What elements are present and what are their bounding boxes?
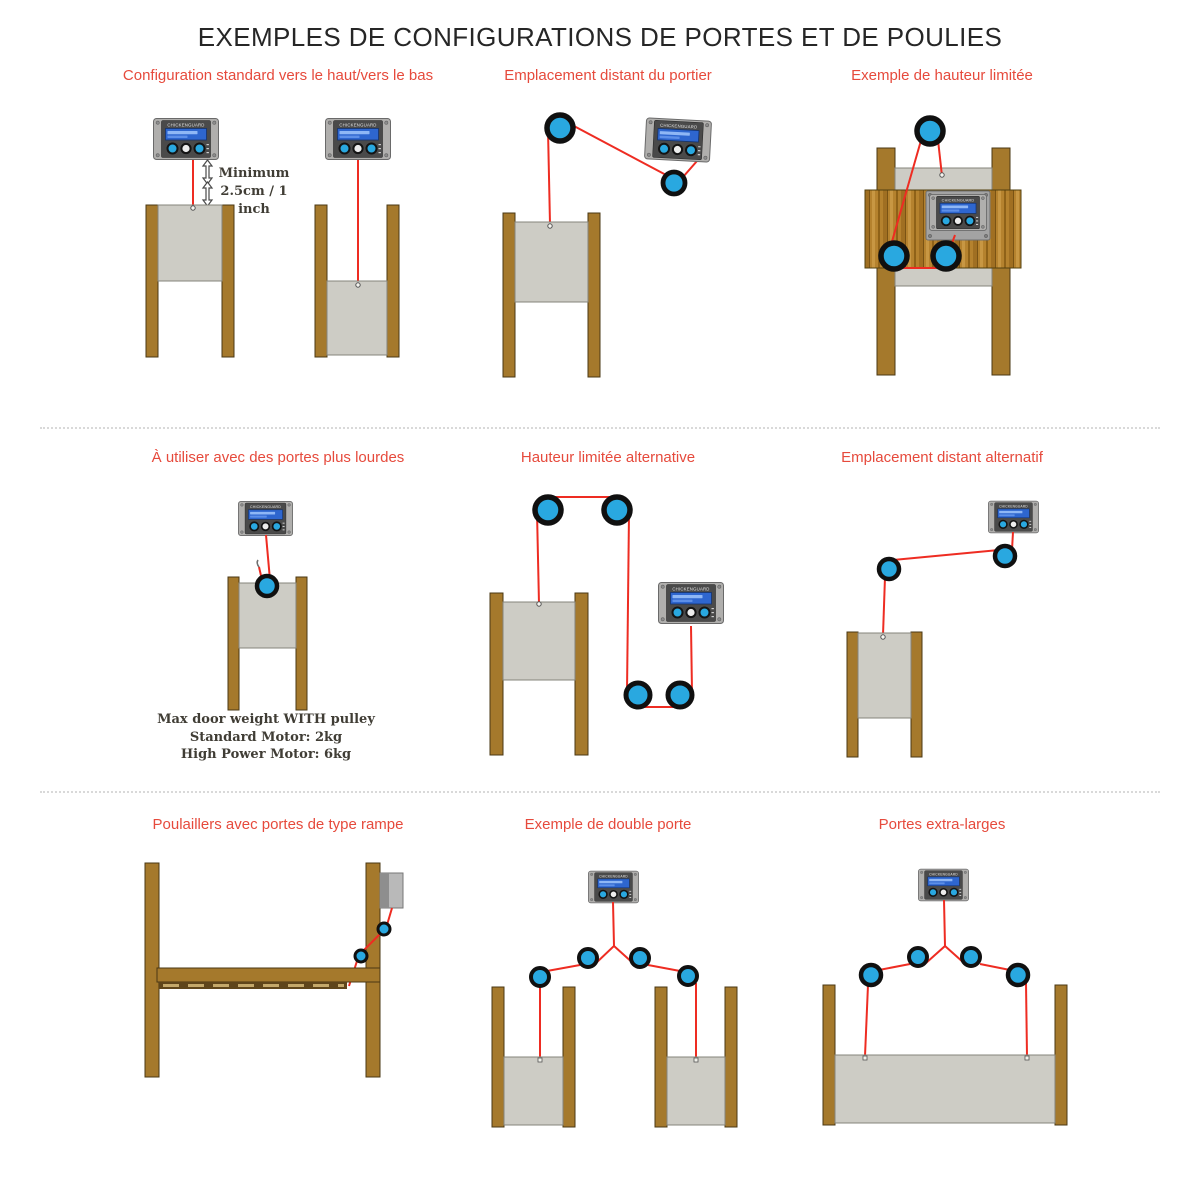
chickenguard-unit xyxy=(644,118,711,162)
cord xyxy=(691,626,692,692)
cord-anchor xyxy=(1025,1056,1029,1060)
max-weight-note xyxy=(150,711,382,764)
cord-anchor xyxy=(191,206,195,210)
diagram-double-door xyxy=(492,871,737,1127)
cord-anchor xyxy=(356,283,360,287)
cord xyxy=(627,513,629,692)
door-panel xyxy=(858,633,911,718)
door-panel xyxy=(504,1057,563,1125)
chickenguard-unit xyxy=(154,119,219,160)
diagram-remote-alt xyxy=(847,501,1039,757)
cord xyxy=(683,161,697,177)
wood-post xyxy=(296,577,307,710)
pulley xyxy=(579,949,597,967)
wood-post xyxy=(725,987,737,1127)
diagram-extra-wide xyxy=(823,869,1067,1125)
section-header-limited-height-alt: Hauteur limitée alternative xyxy=(520,449,696,466)
wood-post xyxy=(911,632,922,757)
section-header-ramp-doors: Poulaillers avec portes de type rampe xyxy=(152,816,404,833)
diagram-limited-height-alt xyxy=(490,497,724,755)
cord xyxy=(537,512,539,604)
wood-post xyxy=(228,577,239,710)
pulley xyxy=(995,546,1015,566)
wood-post xyxy=(655,987,667,1127)
door-panel xyxy=(503,602,575,680)
chickenguard-unit xyxy=(659,583,724,624)
screw-icon xyxy=(928,234,931,237)
section-header-double-door: Exemple de double porte xyxy=(524,816,692,833)
pulley xyxy=(604,497,630,523)
chickenguard-unit xyxy=(929,194,986,230)
wood-post xyxy=(146,205,158,357)
max-weight-line2: Standard Motor: 2kg xyxy=(189,729,343,745)
section-header-remote-alt: Emplacement distant alternatif xyxy=(841,449,1043,466)
pulley xyxy=(1008,965,1028,985)
diagram-standard-up-down xyxy=(146,119,399,358)
door-panel xyxy=(515,222,588,302)
diagram-limited-height xyxy=(865,118,1021,375)
cord-anchor xyxy=(537,602,541,606)
chickenguard-unit xyxy=(326,119,391,160)
screw-icon xyxy=(984,234,987,237)
pulley xyxy=(679,967,697,985)
section-header-remote-placement: Emplacement distant du portier xyxy=(504,67,712,84)
wood-post xyxy=(490,593,503,755)
cord xyxy=(548,130,550,224)
chickenguard-unit xyxy=(588,871,638,903)
pulley xyxy=(909,948,927,966)
cord xyxy=(926,900,945,963)
section-header-heavier-doors: À utiliser avec des portes plus lourdes xyxy=(151,449,405,466)
cord xyxy=(883,577,885,635)
pulley xyxy=(881,243,907,269)
pulley xyxy=(535,497,561,523)
pulley xyxy=(531,968,549,986)
cord xyxy=(893,550,999,560)
cord-anchor xyxy=(548,224,552,228)
ramp-plank xyxy=(157,968,380,982)
section-header-limited-height: Exemple de hauteur limitée xyxy=(851,67,1033,84)
door-panel xyxy=(667,1057,725,1125)
wood-post xyxy=(847,632,858,757)
minimum-gap-line1: Minimum xyxy=(218,166,290,181)
page-title: EXEMPLES DE CONFIGURATIONS DE PORTES ET DE POULIES xyxy=(197,22,1003,52)
door-panel xyxy=(327,281,387,355)
cord xyxy=(865,985,868,1056)
pulley xyxy=(879,559,899,579)
pulley xyxy=(668,683,692,707)
pulley xyxy=(547,115,573,141)
cord xyxy=(1026,983,1027,1056)
cord xyxy=(547,965,580,971)
wood-post xyxy=(222,205,234,357)
pulley xyxy=(663,172,685,194)
door-panel-wide xyxy=(835,1055,1055,1123)
cord xyxy=(266,535,270,580)
pulley xyxy=(917,118,943,144)
pulley xyxy=(355,950,367,962)
cord xyxy=(648,965,680,971)
pulley xyxy=(378,923,390,935)
section-header-standard-up-down: Configuration standard vers le haut/vers le bas xyxy=(122,67,434,84)
wood-post xyxy=(387,205,399,357)
cord-anchor xyxy=(538,1058,542,1062)
diagram-canvas: CHICKENGUARD xyxy=(0,0,1200,1200)
pulley xyxy=(962,948,980,966)
cord-anchor xyxy=(694,1058,698,1062)
pulley xyxy=(861,965,881,985)
cord-anchor xyxy=(863,1056,867,1060)
max-weight-line1: Max door weight WITH pulley xyxy=(157,712,375,727)
cord-anchor xyxy=(881,635,885,639)
wood-post xyxy=(315,205,327,357)
chickenguard-unit xyxy=(918,869,968,901)
diagram-remote-placement xyxy=(503,115,712,377)
wood-post xyxy=(503,213,515,377)
chickenguard-unit xyxy=(238,501,292,535)
pulley xyxy=(626,683,650,707)
wood-post xyxy=(492,987,504,1127)
wood-post xyxy=(575,593,588,755)
wood-post xyxy=(1055,985,1067,1125)
cord xyxy=(387,908,392,925)
minimum-gap-note xyxy=(204,165,304,220)
chickenguard-unit-side-shade xyxy=(380,873,389,908)
diagram-heavier-doors xyxy=(228,501,307,710)
wood-post xyxy=(563,987,575,1127)
minimum-gap-line2: 2.5cm / 1 inch xyxy=(220,184,288,218)
cord-anchor xyxy=(940,173,944,177)
section-header-extra-wide: Portes extra-larges xyxy=(878,816,1006,833)
cord xyxy=(980,964,1010,970)
pulley xyxy=(257,576,277,596)
max-weight-line3: High Power Motor: 6kg xyxy=(180,747,352,763)
chickenguard-unit xyxy=(988,501,1038,533)
pulley xyxy=(933,243,959,269)
diagram-ramp-doors xyxy=(145,863,403,1077)
cord xyxy=(879,964,910,970)
pulley xyxy=(631,949,649,967)
hook-icon xyxy=(257,560,259,567)
wood-post xyxy=(588,213,600,377)
wood-post xyxy=(823,985,835,1125)
